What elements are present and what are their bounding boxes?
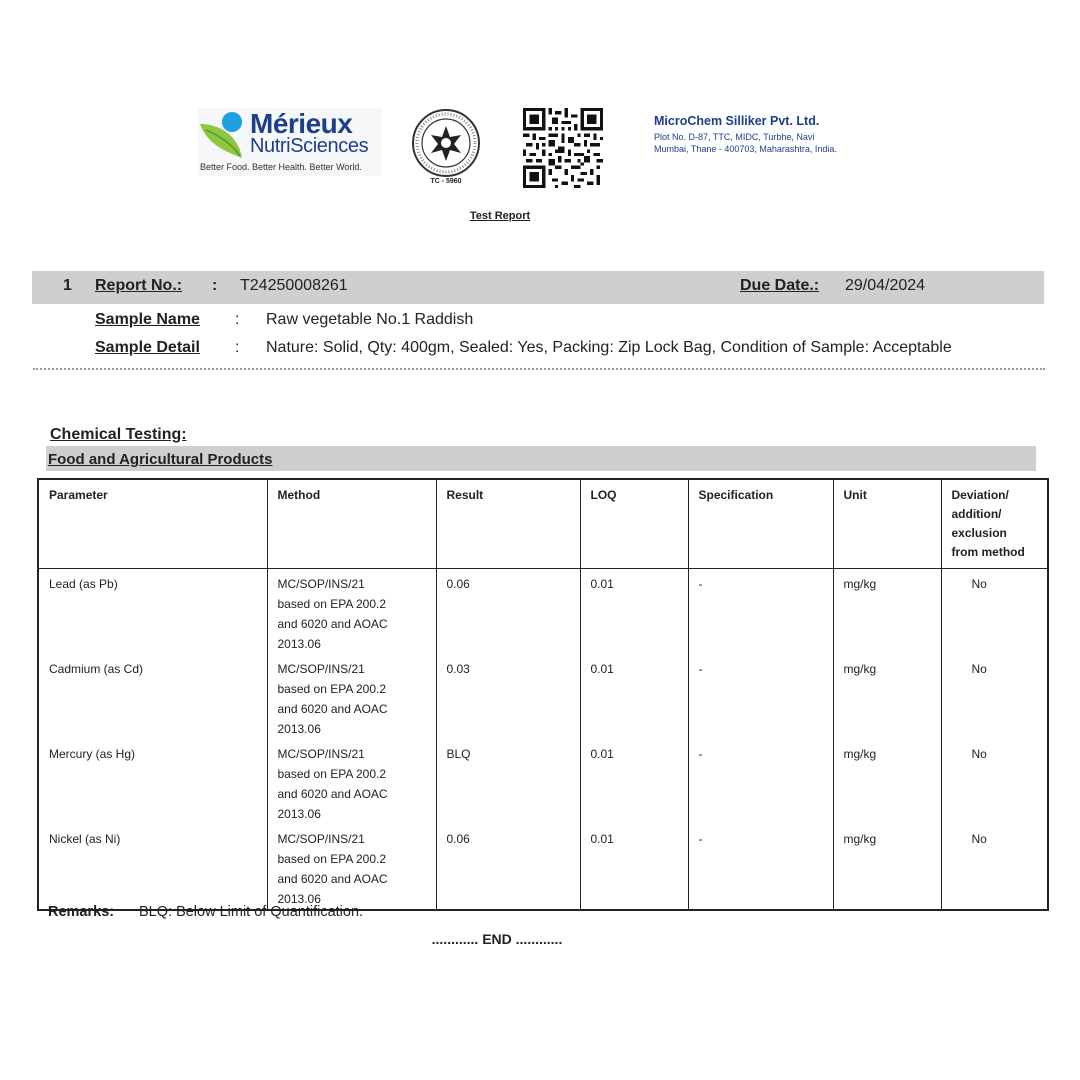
brand-name-secondary: NutriSciences — [250, 135, 369, 157]
cell-method — [267, 569, 436, 655]
cell-unit: mg/kg — [833, 824, 941, 910]
cell-deviation: No — [941, 654, 1048, 739]
brand-dot — [222, 112, 242, 132]
cell-loq: 0.01 — [580, 569, 688, 655]
table-row — [38, 654, 1048, 739]
end-marker: ............ END ............ — [431, 931, 563, 947]
company-address-line1: Plot No. D-87, TTC, MIDC, Turbhe, Navi — [654, 132, 815, 142]
document-title: Test Report — [469, 210, 531, 222]
sample-name-colon: : — [235, 311, 240, 328]
accreditation-code: TC - 5960 — [430, 178, 462, 185]
qr-code-icon — [523, 108, 603, 188]
cell-method — [267, 654, 436, 739]
cell-specification: - — [688, 739, 833, 824]
accreditation-seal — [410, 108, 482, 188]
sample-detail-colon: : — [235, 339, 240, 356]
method-line: MC/SOP/INS/21 — [277, 832, 365, 846]
table-header-row — [38, 479, 1048, 569]
header-loq: LOQ — [580, 479, 688, 569]
cell-parameter: Cadmium (as Cd) — [38, 654, 267, 739]
report-no-colon: : — [212, 277, 218, 294]
qr-code — [523, 108, 603, 188]
section-title: Chemical Testing: — [50, 426, 187, 443]
merieux-logo — [198, 108, 382, 176]
method-line: MC/SOP/INS/21 — [277, 747, 365, 761]
cell-unit: mg/kg — [833, 654, 941, 739]
cell-deviation: No — [941, 569, 1048, 655]
table-row — [38, 739, 1048, 824]
header-unit: Unit — [833, 479, 941, 569]
cell-result: 0.03 — [436, 654, 580, 739]
method-line: and 6020 and AOAC — [277, 787, 388, 801]
results-table — [37, 478, 1049, 911]
cell-parameter: Lead (as Pb) — [38, 569, 267, 655]
cell-method — [267, 824, 436, 910]
method-line: and 6020 and AOAC — [277, 617, 388, 631]
method-line: 2013.06 — [277, 892, 321, 906]
table-row — [38, 824, 1048, 910]
brand-tagline: Better Food. Better Health. Better World. — [200, 162, 362, 172]
cell-unit: mg/kg — [833, 739, 941, 824]
method-line: 2013.06 — [277, 637, 321, 651]
method-line: based on EPA 200.2 — [277, 597, 387, 611]
header-result: Result — [436, 479, 580, 569]
method-line: and 6020 and AOAC — [277, 702, 388, 716]
cell-specification: - — [688, 569, 833, 655]
cell-deviation: No — [941, 824, 1048, 910]
report-index: 1 — [63, 277, 72, 294]
method-line: based on EPA 200.2 — [277, 767, 387, 781]
table-row — [38, 569, 1048, 655]
method-line: and 6020 and AOAC — [277, 872, 388, 886]
sample-detail-label: Sample Detail — [95, 339, 200, 356]
cell-specification: - — [688, 824, 833, 910]
cell-loq: 0.01 — [580, 739, 688, 824]
report-no-label: Report No.: — [95, 277, 183, 294]
method-line: MC/SOP/INS/21 — [277, 577, 365, 591]
cell-parameter: Nickel (as Ni) — [38, 824, 267, 910]
method-line: MC/SOP/INS/21 — [277, 662, 365, 676]
cell-loq: 0.01 — [580, 654, 688, 739]
cell-unit: mg/kg — [833, 569, 941, 655]
header-deviation — [941, 479, 1048, 569]
header-parameter: Parameter — [38, 479, 267, 569]
header-specification: Specification — [688, 479, 833, 569]
seal-icon — [410, 108, 482, 178]
sample-detail-value: Nature: Solid, Qty: 400gm, Sealed: Yes, Packing: Zip Lock Bag, Condition of Sample: Acceptable — [266, 339, 952, 356]
header-deviation-line: from method — [951, 545, 1025, 559]
dotted-divider — [33, 368, 1045, 370]
method-line: 2013.06 — [277, 807, 321, 821]
header-deviation-line: Deviation/ — [951, 488, 1009, 502]
header-method: Method — [267, 479, 436, 569]
method-line: 2013.06 — [277, 722, 321, 736]
remarks-text: BLQ: Below Limit of Quantification. — [139, 904, 364, 920]
cell-result: 0.06 — [436, 824, 580, 910]
company-name: MicroChem Silliker Pvt. Ltd. — [654, 114, 820, 128]
sample-name-label: Sample Name — [95, 311, 200, 328]
cell-specification: - — [688, 654, 833, 739]
header-deviation-line: exclusion — [951, 526, 1007, 540]
method-line: based on EPA 200.2 — [277, 852, 387, 866]
cell-loq: 0.01 — [580, 824, 688, 910]
due-date-value: 29/04/2024 — [845, 277, 926, 294]
category-title: Food and Agricultural Products — [48, 451, 273, 468]
cell-method — [267, 739, 436, 824]
due-date-label: Due Date.: — [740, 277, 820, 294]
cell-result: 0.06 — [436, 569, 580, 655]
header-deviation-line: addition/ — [951, 507, 1002, 521]
method-line: based on EPA 200.2 — [277, 682, 387, 696]
brand-name-primary: Mérieux — [250, 108, 353, 139]
company-address-line2: Mumbai, Thane - 400703, Maharashtra, India. — [654, 144, 837, 154]
cell-parameter: Mercury (as Hg) — [38, 739, 267, 824]
report-no-value: T24250008261 — [240, 277, 348, 294]
cell-result: BLQ — [436, 739, 580, 824]
cell-deviation: No — [941, 739, 1048, 824]
sample-name-value: Raw vegetable No.1 Raddish — [266, 311, 474, 328]
company-block — [654, 114, 837, 155]
remarks-label: Remarks: — [48, 904, 115, 920]
